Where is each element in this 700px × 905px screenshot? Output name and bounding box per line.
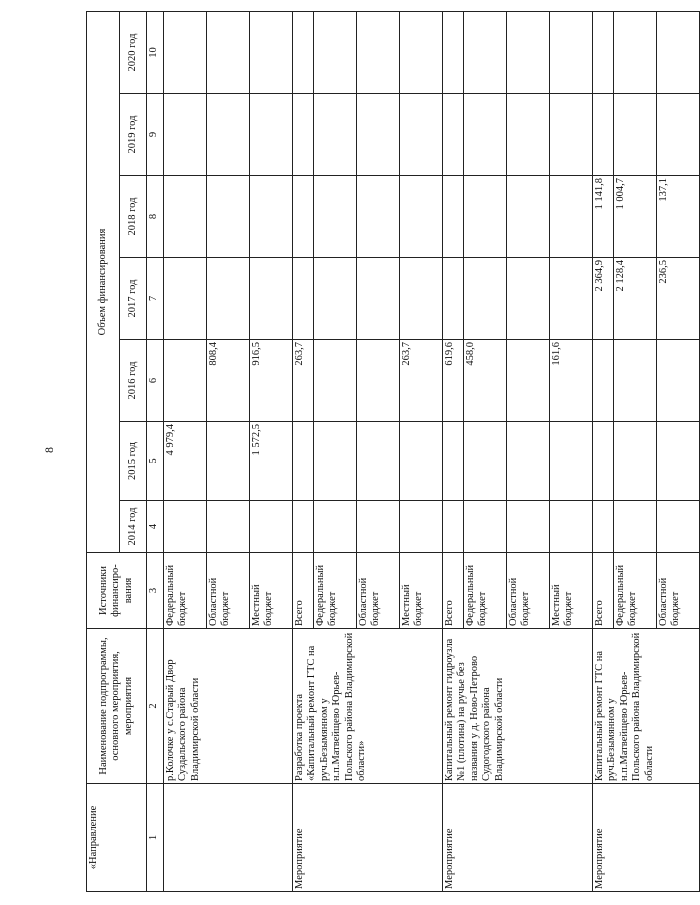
value-cell [550,12,593,94]
value-cell [293,422,314,501]
table-row [293,12,314,892]
source-cell: Федеральный бюджет [164,553,207,629]
value-cell: 137,1 [657,176,700,258]
value-cell [314,12,357,94]
value-cell [593,501,614,553]
table-row [593,12,614,892]
value-cell [443,501,464,553]
event-name-cell: р.Колочке у с.Старый Двор Суздальского района Владимирской области [164,629,293,784]
value-cell: 4 979,4 [164,422,207,501]
header-direction: «Направление [87,784,147,892]
year-header: 2015 год [120,422,147,501]
value-cell [657,501,700,553]
value-cell [464,501,507,553]
value-cell [164,94,207,176]
source-cell: Федеральный бюджет [614,553,657,629]
value-cell [207,501,250,553]
page-number: 8 [42,447,56,453]
value-cell [507,12,550,94]
source-cell: Федеральный бюджет [314,553,357,629]
value-cell: 2 128,4 [614,258,657,340]
value-cell: 1 141,8 [593,176,614,258]
value-cell: 1 572,5 [250,422,293,501]
value-cell [593,12,614,94]
value-cell [443,422,464,501]
value-cell [464,12,507,94]
event-name-cell: Капитальный ремонт гидроузла №1 (плотина) на ручье без названия у д. Ново-Петрово Судогодского района Владимирской области [443,629,593,784]
value-cell [314,340,357,422]
source-cell: Всего [293,553,314,629]
value-cell [614,94,657,176]
year-header: 2018 год [120,176,147,258]
value-cell [250,94,293,176]
value-cell [464,176,507,258]
value-cell [443,94,464,176]
value-cell [293,94,314,176]
value-cell [314,501,357,553]
column-index: 6 [147,340,164,422]
value-cell [400,176,443,258]
value-cell [293,12,314,94]
value-cell: 263,7 [400,340,443,422]
value-cell [357,258,400,340]
source-cell: Областной бюджет [507,553,550,629]
value-cell [614,501,657,553]
value-cell [314,94,357,176]
value-cell [550,501,593,553]
column-index: 8 [147,176,164,258]
header-name: Наименование подпрограммы, основного мероприятия, мероприятия [87,629,147,784]
value-cell [550,258,593,340]
value-cell [507,176,550,258]
value-cell [357,422,400,501]
value-cell: 458,0 [464,340,507,422]
value-cell [164,258,207,340]
value-cell [164,501,207,553]
funding-table [86,11,700,892]
column-index: 7 [147,258,164,340]
value-cell [164,12,207,94]
value-cell [207,94,250,176]
source-cell: Областной бюджет [357,553,400,629]
year-header: 2020 год [120,12,147,94]
value-cell [507,258,550,340]
value-cell [250,501,293,553]
direction-cell: Мероприятие [293,784,443,892]
value-cell: 263,7 [293,340,314,422]
value-cell [657,340,700,422]
value-cell [400,12,443,94]
value-cell: 619,6 [443,340,464,422]
table-row [164,12,207,892]
value-cell [400,422,443,501]
value-cell: 161,6 [550,340,593,422]
rotated-table-container [86,12,682,892]
value-cell [507,422,550,501]
value-cell [400,258,443,340]
source-cell: Местный бюджет [550,553,593,629]
value-cell [614,340,657,422]
value-cell [314,422,357,501]
value-cell [293,258,314,340]
column-index: 10 [147,12,164,94]
column-index: 3 [147,553,164,629]
value-cell [443,176,464,258]
value-cell [400,501,443,553]
table-row [443,12,464,892]
year-header: 2019 год [120,94,147,176]
value-cell [357,176,400,258]
value-cell [593,340,614,422]
value-cell [507,94,550,176]
value-cell [207,258,250,340]
direction-cell: Мероприятие [443,784,593,892]
value-cell [164,176,207,258]
value-cell: 916,5 [250,340,293,422]
year-header: 2016 год [120,340,147,422]
value-cell [293,176,314,258]
value-cell [657,94,700,176]
value-cell [464,422,507,501]
value-cell: 236,5 [657,258,700,340]
value-cell [357,94,400,176]
value-cell [400,94,443,176]
value-cell [507,501,550,553]
year-header: 2017 год [120,258,147,340]
value-cell [250,12,293,94]
source-cell: Местный бюджет [400,553,443,629]
header-sources: Источники финансиро-вания [87,553,147,629]
value-cell [314,176,357,258]
column-index: 2 [147,629,164,784]
value-cell: 808,4 [207,340,250,422]
value-cell [207,12,250,94]
source-cell: Областной бюджет [207,553,250,629]
value-cell [464,258,507,340]
value-cell [293,501,314,553]
column-index: 5 [147,422,164,501]
column-index: 4 [147,501,164,553]
value-cell [593,94,614,176]
source-cell: Областной бюджет [657,553,700,629]
value-cell [357,501,400,553]
value-cell [164,340,207,422]
value-cell [657,12,700,94]
value-cell [250,258,293,340]
value-cell [550,176,593,258]
source-cell: Местный бюджет [250,553,293,629]
column-index-row [147,12,164,892]
value-cell [314,258,357,340]
value-cell: 1 004,7 [614,176,657,258]
value-cell [614,12,657,94]
value-cell [507,340,550,422]
value-cell: 2 364,9 [593,258,614,340]
direction-cell: Мероприятие [593,784,700,892]
value-cell [443,12,464,94]
value-cell [657,422,700,501]
value-cell [614,422,657,501]
header-funding: Объем финансирования [87,12,120,553]
value-cell [207,176,250,258]
event-name-cell: Капитальный ремонт ГТС на руч.Безымянном у н.п.Матвейщево Юрьев-Польского района Владимирской области [593,629,700,784]
event-name-cell: Разработка проекта «Капитальный ремонт ГТС на руч.Безымянном у н.п.Матвейщево Юрьев-Польского района Владимирской области» [293,629,443,784]
value-cell [250,176,293,258]
column-index: 1 [147,784,164,892]
value-cell [357,12,400,94]
value-cell [443,258,464,340]
value-cell [357,340,400,422]
value-cell [550,422,593,501]
value-cell [207,422,250,501]
source-cell: Федеральный бюджет [464,553,507,629]
column-index: 9 [147,94,164,176]
value-cell [464,94,507,176]
source-cell: Всего [443,553,464,629]
value-cell [550,94,593,176]
source-cell: Всего [593,553,614,629]
direction-cell [164,784,293,892]
value-cell [593,422,614,501]
year-header: 2014 год [120,501,147,553]
